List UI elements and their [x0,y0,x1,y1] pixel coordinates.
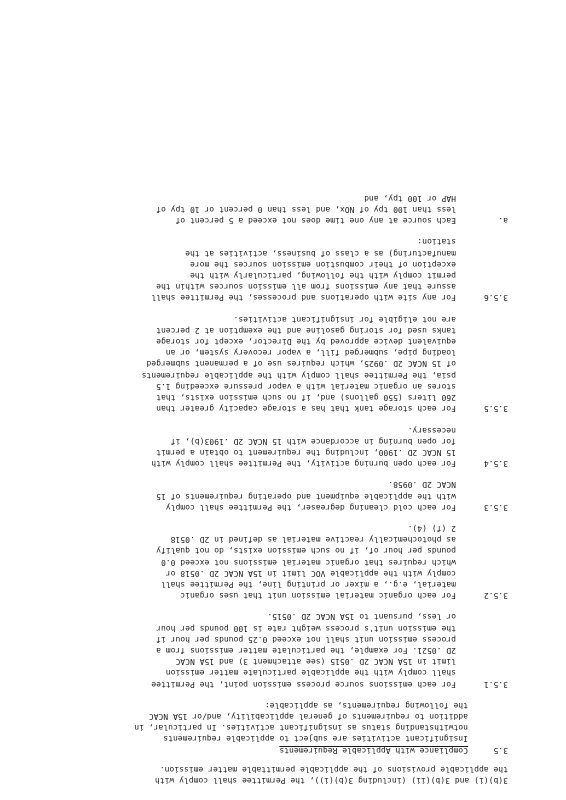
text-line: less than 100 tpy of NOx, and less than 0 percent or 10 tpy of [156,205,456,215]
item-number: 3.5.2 [483,591,508,601]
list-item [38,523,508,601]
text-line: which requires that organic material emissions not exceed 0.0 [160,557,456,567]
text-line: For any site with operations and processes, the Permittee shall [151,293,456,303]
item-number: 3.5.4 [483,459,508,469]
section-heading [38,700,508,756]
section-title: Compliance with Applicable Requirements [279,745,468,755]
text-line: station: [417,237,456,247]
text-line: limit in 15A NCAC 2D .0515 (see attachment 3) and 15A NCAC [175,657,456,667]
text-line: exception of their combustion emission sources the more [189,259,456,269]
text-line: For each storage tank that has a storage capacity greater than [156,404,456,414]
list-item [38,193,508,227]
text-line: manufacturing) as a class of business, activities at the [185,248,456,258]
list-item [38,313,508,414]
text-line: 2D .0521. For example, the particulate matter emissions from a [156,645,456,655]
text-line: process emission unit shall not exceed 0.25 pounds per hour if [156,634,456,644]
document-content [38,193,508,786]
text-line: are not eligible for insignificant activities. [233,314,456,324]
text-line: material, e.g., a mixer or printing line, the Permittee shall [160,579,456,589]
text-line: for open burning in accordance with 15 NCAC 2D .1903(b), if [170,436,456,446]
section-number: 3.5 [493,745,508,755]
text-line: necessary. [407,425,456,435]
text-line: For each organic material emission unit that uses organic [180,591,456,601]
text-line: assure that any emissions from all emission sources within the [156,282,456,292]
text-line: addition to requirements of general applicability, and/or 15A NCAC [148,711,468,721]
text-line: 260 liters (550 gallons) and, if no such emission exists, that [156,393,456,403]
text-line: tanks used for storing gasoline and the exemption at 2 percent [156,325,456,335]
text-line: or less, pursuant to 15A NCAC 2D .0515. [267,612,456,622]
text-line: shall comply with the applicable particulate matter emission [165,668,456,678]
text-line: the following requirements, as applicable: [264,700,468,710]
text-line: permit comply with the following, particularly with the [189,271,456,281]
item-number: 3.5.3 [483,502,508,512]
item-number: 3.5.6 [483,293,508,303]
list-item [38,479,508,513]
text-line: 3(b)(i) and 3(b)(ii) (including 3(b)(i)), the Permittee shall comply with [154,776,508,785]
text-line: comply with the applicable VOC limit in 15A NCAC 2D .0518 or [165,568,456,578]
text-line: equivalent device approved by the Director, except for storage [156,337,456,347]
text-line: For each open burning activity, the Permittee shall comply with [151,459,456,469]
list-item [38,236,508,303]
preceding-paragraph [38,764,508,786]
list-item [38,611,508,689]
text-line: of 15 NCAC 2D .0925, which requires use of a permanent submerged [146,359,456,369]
text-line: loading pipe, submerged fill, a vapor recovery system, or an [165,348,456,358]
text-line: with the applicable equipment and operating requirements of 15 [156,491,456,501]
list-item [38,424,508,469]
text-line: the emission unit's process weight rate is 100 pounds per hour [156,623,456,633]
text-line: stores an organic material with a vapor pressure exceeding 1.5 [156,381,456,391]
text-line: notwithstanding status as insignificant activities. In particular, in [134,723,468,733]
text-line: 15 NCAC 2D .1900, including the requirement to obtain a permit [156,447,456,457]
text-line: as photochemically reactive material as defined in 2D .0518 [170,535,456,545]
text-line: the applicable provisions of the applicable permittable matter emission. [159,764,508,774]
item-number: 3.5.5 [483,404,508,414]
text-line: For each cold cleaning degreaser, the Permittee shall comply [165,502,456,512]
text-line: psia, the Permittee shall comply with the applicable requirements [141,370,456,380]
item-number: a. [498,216,508,226]
text-line: 2 (f) (4). [407,523,456,533]
text-line: NCAC 2D .0958. [388,480,456,490]
text-line: Each source at any one time does not exceed a 5 percent of [175,216,456,226]
text-line: pounds per hour of, if no such emission exists, do not qualify [156,546,456,556]
text-line: HAP or 100 tpy, and [364,193,456,203]
text-line: For each emissions source process emission point, the Permittee [151,679,456,689]
text-line: Insignificant activities are subject to applicable requirements [163,734,468,744]
item-number: 3.5.1 [483,679,508,689]
